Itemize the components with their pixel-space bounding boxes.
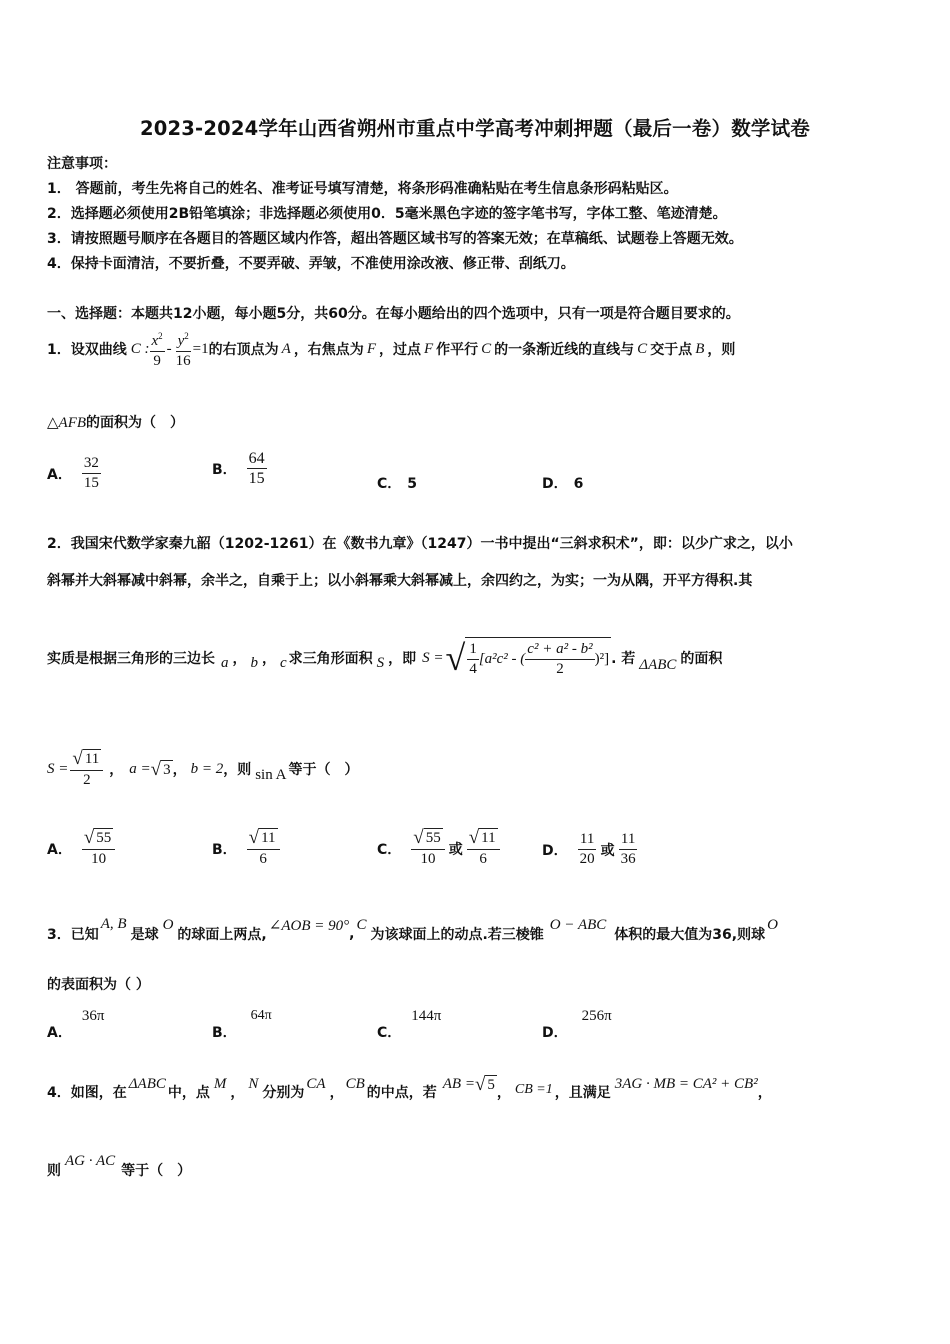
q4-given-AB-value: √ 5 <box>474 1073 495 1095</box>
q1-option-C[interactable]: C． 5 <box>377 476 418 492</box>
q4-text: 4．如图，在 <box>47 1085 127 1101</box>
question-2-line-4: S = √ 11 2 ， a = √ 3 ， b = 2 ，则 sin A 等于（ ） <box>47 747 359 788</box>
q1-triangle: △AFB <box>47 414 87 431</box>
q4-text: 的中点，若 <box>366 1085 437 1101</box>
q2-text: 的面积 <box>680 651 723 667</box>
q4-given-CB: CB =1 <box>514 1082 553 1097</box>
q2-text: ，则 <box>223 762 252 778</box>
question-4-stem: 4．如图，在 ΔABC 中，点 M ， N 分别为 CA ， CB 的中点，若 AB = √ 5 ， CB =1 ，且满足 3AG · MB = CA² + CB² ， <box>47 1073 772 1101</box>
q3-pyramid: O − ABC <box>549 916 607 933</box>
q2-side-c: c <box>280 654 287 671</box>
q1-text: ，右焦点为 <box>293 342 364 358</box>
q3-option-A[interactable]: A． 36π <box>47 1008 105 1041</box>
q2-sinA: sin A <box>255 766 287 783</box>
question-3-stem-cont: 的表面积为（ ） <box>47 977 150 993</box>
q3-text: , <box>349 926 355 942</box>
q3-text: 的球面上两点, <box>177 927 267 943</box>
question-4-stem-cont <box>47 1146 191 1180</box>
q4-seg-CA: CA <box>306 1075 326 1092</box>
q2-formula: √ $\frac{1}{4}$ [a²c² - ( $\frac{\text{c² + a² - b²}}{2}$ )²] <box>445 638 610 678</box>
q3-sphere-O: O <box>162 916 174 933</box>
question-2-line-2: 斜幂并大斜幂减中斜幂，余半之，自乘于上；以小斜幂乘大斜幂减上，余四约之，为实；一为从隅，开平方得积.其 <box>47 573 753 589</box>
q1-option-D[interactable]: D． 6 <box>542 476 584 492</box>
q4-text: 则 <box>47 1163 61 1179</box>
page-title: 2023-2024学年山西省朔州市重点中学高考冲刺押题（最后一卷）数学试卷 <box>139 117 811 140</box>
q1-text: 交于点 <box>650 342 693 358</box>
q3-text: 是球 <box>130 927 159 943</box>
q2-text: 求三角形面积 <box>288 651 373 667</box>
q2-given-a: a = <box>129 760 151 777</box>
question-1-stem-cont <box>47 412 184 432</box>
q4-text: ， <box>757 1085 772 1101</box>
q1-point-F: F <box>423 340 434 357</box>
q2-text: ，即 <box>388 651 417 667</box>
q3-option-B[interactable]: B． 64π <box>212 1008 272 1041</box>
q4-dot-product: AG · AC <box>65 1152 116 1169</box>
q4-point-N: N <box>248 1075 259 1092</box>
q2-given-b: b = 2 <box>190 760 224 777</box>
question-3-stem <box>47 910 778 950</box>
q1-point-A: A <box>281 340 291 357</box>
q3-option-D[interactable]: D． 256π <box>542 1008 612 1041</box>
q2-text: ， <box>262 651 276 667</box>
q2-option-D[interactable]: D． $\frac{11}{20}$ 或 $\frac{11}{36}$ <box>542 831 636 867</box>
q2-triangle: ΔABC <box>639 656 677 673</box>
q2-formula-lhs: S = <box>422 649 444 666</box>
q2-text: 等于（ ） <box>288 762 359 778</box>
q1-text: 的面积为（ ） <box>86 415 185 431</box>
q1-curve-C: C <box>637 340 648 357</box>
q4-triangle: ΔABC <box>128 1075 166 1092</box>
q2-option-B[interactable]: B． √ 11 6 <box>212 828 280 869</box>
q1-frac-x: $\frac{x^2}{9}$ <box>150 327 165 371</box>
q4-point-M: M <box>213 1075 227 1092</box>
q1-text: 的一条渐近线的直线与 <box>494 342 635 358</box>
q1-text: ，过点 <box>378 342 421 358</box>
q1-text: 的右顶点为 <box>208 342 279 358</box>
q3-text: 体积的最大值为36,则球 <box>614 927 766 943</box>
notice-item-2: 2．选择题必须使用2B铅笔填涂；非选择题必须使用0．5毫米黑色字迹的签字笔书写，字体工整、笔迹清楚。 <box>47 206 727 222</box>
q1-option-A[interactable]: A． $\frac{32}{15}$ <box>47 455 99 491</box>
notice-item-4: 4．保持卡面清洁，不要折叠，不要弄破、弄皱，不准使用涂改液、修正带、刮纸刀。 <box>47 256 575 272</box>
q3-point-C: C <box>356 916 367 933</box>
q2-text: ， <box>232 651 247 667</box>
q2-given-a-value: √ 3 <box>150 758 171 780</box>
q4-text: ，且满足 <box>554 1085 611 1101</box>
q1-text: 作平行 <box>436 342 479 358</box>
q4-given-AB: AB = <box>442 1075 475 1092</box>
q3-sphere-O: O <box>767 916 778 933</box>
q4-text: 分别为 <box>262 1085 305 1101</box>
question-2-line-1: 2．我国宋代数学家秦九韶（1202-1261）在《数书九章》（1247）一书中提出“三斜求积术”，即：以少广求之，以小 <box>47 536 793 552</box>
notice-heading: 注意事项： <box>47 156 117 172</box>
q3-option-C[interactable]: C． 144π <box>377 1008 442 1041</box>
q1-curve-C: C <box>481 340 492 357</box>
section-heading: 一、选择题：本题共12小题，每小题5分，共60分。在每小题给出的四个选项中，只有一项是符合题目要求的。 <box>47 306 740 322</box>
q2-option-A[interactable]: A． √ 55 10 <box>47 828 115 869</box>
q1-eq-one: =1 <box>192 340 209 357</box>
q3-text: 为该球面上的动点.若三棱锥 <box>370 927 544 943</box>
q1-text: 1．设双曲线 <box>47 342 127 358</box>
question-1-stem: 1．设双曲线 C : $\frac{x^2}{9}$ - $\frac{y^2}{16}$ =1 的右顶点为 A ，右焦点为 F ，过点 F 作平行 C 的一条渐近线的直线与 C 交于点 B ，则 <box>47 327 735 371</box>
q2-side-b: b <box>250 654 258 671</box>
q1-frac-y: $\frac{y^2}{16}$ <box>174 327 193 371</box>
q1-point-F: F <box>366 340 376 357</box>
q1-option-B[interactable]: B． $\frac{64}{15}$ <box>212 450 265 487</box>
q2-option-C[interactable]: C． √ 55 10 或 √ 11 6 <box>377 828 500 869</box>
q4-condition: 3AG · MB = CA² + CB² <box>614 1075 758 1092</box>
question-2-line-3 <box>47 630 722 686</box>
q2-text: . 若 <box>611 651 636 667</box>
q2-area-S: S <box>376 654 385 671</box>
q2-text: 实质是根据三角形的三边长 <box>47 651 215 667</box>
q4-text: 等于（ ） <box>121 1163 192 1179</box>
q3-angle: ∠AOB = 90° <box>268 917 350 934</box>
q2-given-S: S = <box>47 760 69 777</box>
q4-seg-CB: CB <box>345 1075 365 1092</box>
q3-text: 3．已知 <box>47 927 99 943</box>
q3-points-AB: A, B <box>100 915 127 932</box>
q1-curve-name: C : <box>130 340 150 357</box>
notice-item-3: 3．请按照题号顺序在各题目的答题区域内作答，超出答题区域书写的答案无效；在草稿纸、试题卷上答题无效。 <box>47 231 743 247</box>
notice-item-1: 1． 答题前，考生先将自己的姓名、准考证号填写清楚，将条形码准确粘贴在考生信息条形码粘贴区。 <box>47 181 678 197</box>
q1-text: ，则 <box>707 342 736 358</box>
q4-text: 中，点 <box>167 1085 210 1101</box>
q1-point-B: B <box>695 340 705 357</box>
q2-side-a: a <box>221 654 229 671</box>
